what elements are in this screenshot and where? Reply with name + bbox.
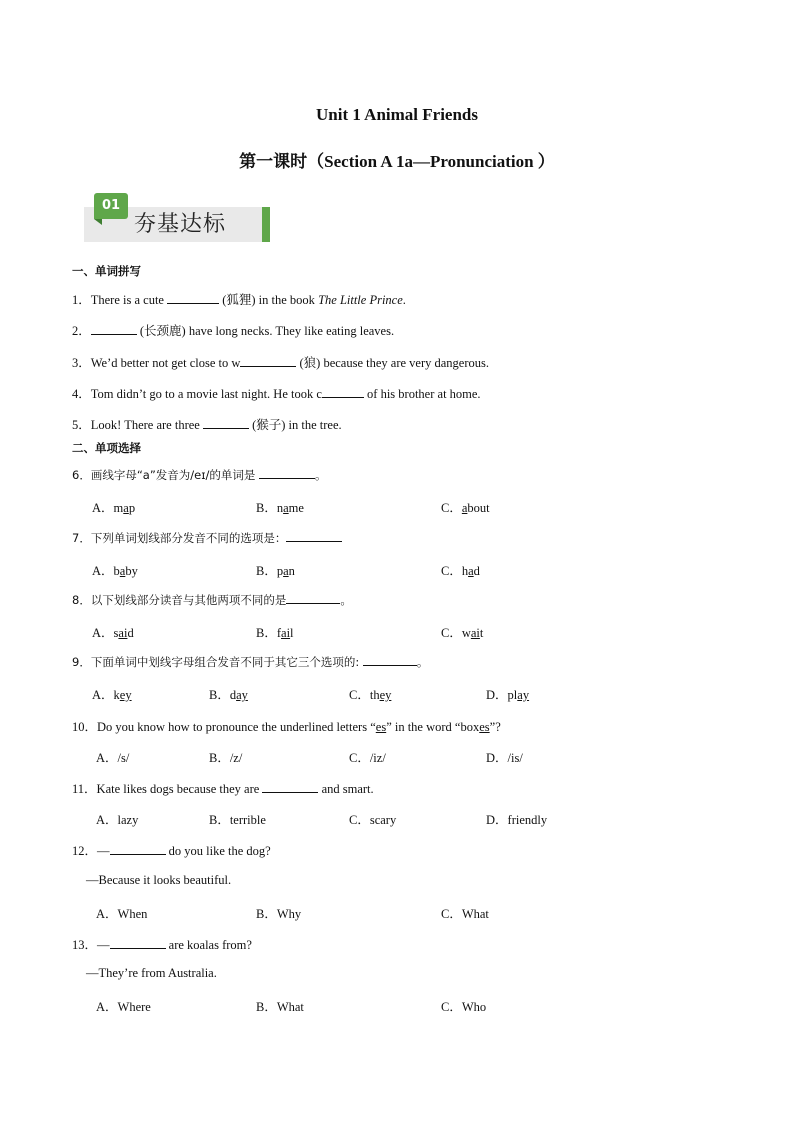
question-5 — [72, 415, 342, 433]
q9-option-a[interactable]: A．key — [92, 688, 132, 702]
question-12: 12．— do you like the dog? — [72, 844, 271, 858]
q4-blank[interactable] — [322, 386, 364, 398]
question-6 — [72, 467, 327, 483]
q4-text-b: of his brother at home. — [363, 387, 481, 401]
q1-text-d: . — [402, 293, 406, 307]
q9-end: 。 — [416, 655, 429, 669]
question-4 — [72, 384, 481, 402]
badge-tail — [94, 219, 102, 225]
section-heading-choice: 二、单项选择 — [72, 441, 141, 455]
q11-option-d[interactable]: D．friendly — [486, 813, 548, 827]
q12-reply: —Because it looks beautiful. — [86, 873, 232, 887]
q3-text-a: 3．We’d better not get close to w — [72, 356, 241, 370]
badge-number: 01 — [94, 193, 128, 219]
q12-blank[interactable] — [110, 843, 166, 855]
q4-text-a: 4．Tom didn’t go to a movie last night. He took c — [72, 387, 322, 401]
q8-option-c[interactable]: C．wait — [441, 626, 484, 640]
question-13: 13．— are koalas from? — [72, 938, 252, 952]
q6-stem: 6．画线字母“a”发音为/eɪ/的单词是 — [72, 468, 260, 482]
q9-blank[interactable] — [363, 654, 417, 666]
q8-end: 。 — [340, 593, 352, 607]
q7-stem: 7．下列单词划线部分发音不同的选项是： — [72, 531, 287, 545]
badge-label: 夯基达标 — [134, 212, 227, 237]
q8-option-a[interactable]: A．said — [92, 626, 134, 640]
q13-option-a[interactable]: A．Where — [96, 1000, 151, 1014]
q7-option-b[interactable]: B．pan — [256, 564, 295, 578]
q12-option-c[interactable]: C．What — [441, 907, 489, 921]
question-8 — [72, 592, 352, 608]
q11-blank[interactable] — [262, 781, 318, 793]
q2-text-a: 2． — [72, 324, 91, 338]
q3-blank[interactable] — [240, 355, 296, 367]
q13-option-c[interactable]: C．Who — [441, 1000, 487, 1014]
q8-stem: 8．以下划线部分读音与其他两项不同的是 — [72, 593, 287, 607]
q13-blank[interactable] — [110, 937, 166, 949]
q7-option-a[interactable]: A．baby — [92, 564, 138, 578]
q1-book-title: The Little Prince — [318, 293, 403, 307]
q10-option-a[interactable]: A．/s/ — [96, 751, 130, 765]
q1-text-b: (狐狸) in the book — [219, 293, 319, 307]
page-subtitle: 第一课时（Section A 1a—Pronunciation ） — [239, 152, 555, 171]
q6-option-c[interactable]: C．about — [441, 501, 490, 515]
q2-blank[interactable] — [91, 323, 137, 335]
q9-stem: 9．下面单词中划线字母组合发音不同于其它三个选项的: — [72, 655, 363, 669]
q5-blank[interactable] — [203, 417, 249, 429]
q10-option-b[interactable]: B．/z/ — [209, 751, 243, 765]
question-10: 10．Do you know how to pronounce the underlined letters “es” in the word “boxes”? — [72, 720, 501, 734]
q12-option-b[interactable]: B．Why — [256, 907, 302, 921]
page-title: Unit 1 Animal Friends — [316, 105, 478, 124]
q1-blank[interactable] — [167, 292, 219, 304]
question-3 — [72, 353, 489, 371]
q7-blank[interactable] — [286, 530, 342, 542]
badge-accent-bar — [262, 207, 270, 242]
q13-reply: —They’re from Australia. — [86, 966, 217, 980]
q10-option-c[interactable]: C．/iz/ — [349, 751, 386, 765]
q11-option-c[interactable]: C．scary — [349, 813, 397, 827]
q1-text-a: 1．There is a cute — [72, 293, 168, 307]
question-1 — [72, 290, 406, 308]
q6-option-a[interactable]: A．map — [92, 501, 136, 515]
section-heading-spelling: 一、单词拼写 — [72, 264, 141, 278]
q12-option-a[interactable]: A．When — [96, 907, 148, 921]
q3-text-b: (狼) because they are very dangerous. — [296, 356, 490, 370]
question-11: 11．Kate likes dogs because they are and smart. — [72, 782, 374, 796]
q6-option-b[interactable]: B．name — [256, 501, 304, 515]
q5-text-b: (猴子) in the tree. — [248, 418, 342, 432]
q8-blank[interactable] — [286, 592, 340, 604]
q8-option-b[interactable]: B．fail — [256, 626, 294, 640]
q9-option-b[interactable]: B．day — [209, 688, 248, 702]
q2-text-b: (长颈鹿) have long necks. They like eating leaves. — [136, 324, 395, 338]
q9-option-d[interactable]: D．play — [486, 688, 530, 702]
q5-text-a: 5．Look! There are three — [72, 418, 203, 432]
question-7 — [72, 530, 342, 546]
q6-end: 。 — [315, 468, 327, 482]
q10-option-d[interactable]: D．/is/ — [486, 751, 523, 765]
q6-blank[interactable] — [259, 467, 315, 479]
q11-option-b[interactable]: B．terrible — [209, 813, 266, 827]
q11-option-a[interactable]: A．lazy — [96, 813, 139, 827]
question-9 — [72, 654, 428, 670]
q9-option-c[interactable]: C．they — [349, 688, 392, 702]
q7-option-c[interactable]: C．had — [441, 564, 480, 578]
question-2 — [72, 321, 394, 339]
q13-option-b[interactable]: B．What — [256, 1000, 304, 1014]
